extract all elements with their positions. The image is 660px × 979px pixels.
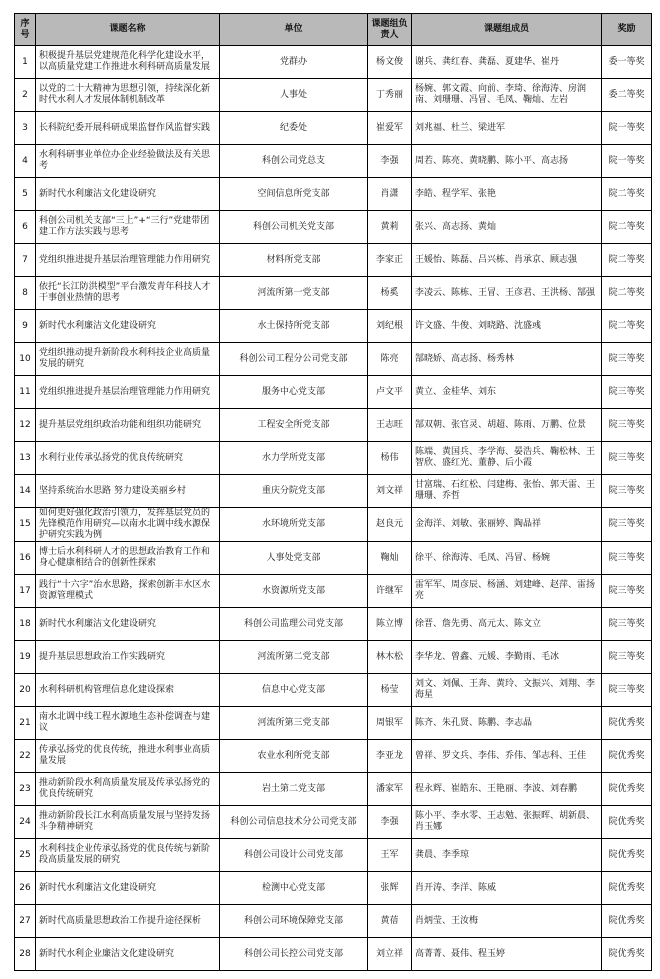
table-row	[15, 674, 652, 707]
cell-award: 院三等奖	[602, 442, 652, 475]
table-row	[15, 608, 652, 641]
cell-unit: 水环境所党支部	[220, 508, 368, 542]
cell-award: 院三等奖	[602, 475, 652, 508]
cell-leader: 李强	[368, 806, 412, 839]
cell-unit: 农业水利所党支部	[220, 740, 368, 773]
cell-members: 郜晓娇、高志扬、杨秀林	[412, 343, 602, 376]
cell-unit: 服务中心党支部	[220, 376, 368, 409]
cell-leader: 王志旺	[368, 409, 412, 442]
table-row	[15, 475, 652, 508]
cell-leader: 李亚龙	[368, 740, 412, 773]
cell-members: 周若、陈亮、黄晓鹏、陈小平、高志扬	[412, 145, 602, 178]
cell-members: 刘兆福、杜兰、梁进军	[412, 112, 602, 145]
cell-unit: 科创公司环境保障党支部	[220, 905, 368, 938]
cell-no: 17	[15, 575, 36, 608]
cell-members: 陈端、黄国兵、李学海、晏浩兵、鞠松林、王智欣、盛红光、董静、后小霞	[412, 442, 602, 475]
header-unit: 单位	[220, 14, 368, 46]
cell-members: 刘文、刘佩、王奔、黄玲、文振兴、刘翔、李海星	[412, 674, 602, 707]
table-row	[15, 773, 652, 806]
cell-unit: 人事处党支部	[220, 542, 368, 575]
cell-award: 院优秀奖	[602, 707, 652, 740]
cell-award: 院三等奖	[602, 542, 652, 575]
table-row	[15, 46, 652, 79]
table-row	[15, 211, 652, 244]
table-row	[15, 244, 652, 277]
table-row	[15, 112, 652, 145]
cell-members: 许文盛、牛俊、刘晓路、沈盛彧	[412, 310, 602, 343]
cell-leader: 杨文俊	[368, 46, 412, 79]
cell-title: 传承弘扬党的优良传统，推进水利事业高质量发展	[36, 740, 220, 773]
cell-title: 水利科研机构管理信息化建设探索	[36, 674, 220, 707]
cell-members: 李凌云、陈栋、王冒、王彦君、王洪杨、郜强	[412, 277, 602, 310]
cell-unit: 科创公司工程分公司党支部	[220, 343, 368, 376]
table-row	[15, 641, 652, 674]
cell-no: 10	[15, 343, 36, 376]
cell-leader: 杨奚	[368, 277, 412, 310]
table-row	[15, 542, 652, 575]
cell-award: 院二等奖	[602, 277, 652, 310]
cell-award: 院三等奖	[602, 641, 652, 674]
cell-unit: 河流所第一党支部	[220, 277, 368, 310]
cell-leader: 林木松	[368, 641, 412, 674]
cell-no: 24	[15, 806, 36, 839]
cell-title: 践行“十六字”治水思路，探索创新丰水区水资源管理模式	[36, 575, 220, 608]
cell-no: 20	[15, 674, 36, 707]
cell-award: 院二等奖	[602, 244, 652, 277]
cell-unit: 河流所第三党支部	[220, 707, 368, 740]
table-row	[15, 707, 652, 740]
cell-leader: 杨莹	[368, 674, 412, 707]
cell-title: 水利科技企业传承弘扬党的优良传统与新阶段高质量发展的研究	[36, 839, 220, 872]
cell-leader: 杨伟	[368, 442, 412, 475]
cell-award: 院一等奖	[602, 145, 652, 178]
cell-award: 院优秀奖	[602, 872, 652, 905]
cell-members: 郜双朝、张官灵、胡超、陈雨、万鹏、位景	[412, 409, 602, 442]
cell-award: 院三等奖	[602, 575, 652, 608]
cell-no: 9	[15, 310, 36, 343]
cell-members: 龚晨、李季琼	[412, 839, 602, 872]
table-row	[15, 905, 652, 938]
cell-title: 以党的二十大精神为思想引领，持续深化新时代水利人才发展体制机制改革	[36, 79, 220, 112]
cell-award: 院三等奖	[602, 409, 652, 442]
cell-members: 杨婉、郭文霞、向前、李琦、徐海涛、房润南、刘珊珊、冯冒、毛凤、鞠灿、左岩	[412, 79, 602, 112]
table-row	[15, 145, 652, 178]
cell-award: 院三等奖	[602, 376, 652, 409]
cell-leader: 王军	[368, 839, 412, 872]
cell-no: 27	[15, 905, 36, 938]
cell-leader: 卢文平	[368, 376, 412, 409]
cell-title: 水利科研事业单位办企业经验做法及有关思考	[36, 145, 220, 178]
cell-no: 4	[15, 145, 36, 178]
cell-leader: 刘纪根	[368, 310, 412, 343]
cell-leader: 崔爱军	[368, 112, 412, 145]
cell-award: 院优秀奖	[602, 938, 652, 971]
cell-no: 23	[15, 773, 36, 806]
header-title: 课题名称	[36, 14, 220, 46]
cell-members: 张兴、高志扬、黄灿	[412, 211, 602, 244]
cell-award: 院三等奖	[602, 508, 652, 542]
cell-no: 19	[15, 641, 36, 674]
cell-title: 新时代水利廉洁文化建设研究	[36, 608, 220, 641]
cell-no: 22	[15, 740, 36, 773]
cell-leader: 许继军	[368, 575, 412, 608]
cell-members: 金海洋、刘敏、张丽婷、陶晶祥	[412, 508, 602, 542]
cell-title: 新时代水利廉洁文化建设研究	[36, 178, 220, 211]
cell-leader: 陈亮	[368, 343, 412, 376]
cell-leader: 丁秀丽	[368, 79, 412, 112]
cell-award: 院二等奖	[602, 310, 652, 343]
cell-members: 王媛怡、陈磊、吕兴栋、肖承京、顾志强	[412, 244, 602, 277]
cell-unit: 水力学所党支部	[220, 442, 368, 475]
cell-unit: 党群办	[220, 46, 368, 79]
cell-title: 南水北调中线工程水源地生态补偿调查与建议	[36, 707, 220, 740]
cell-members: 陈齐、朱孔贤、陈鹏、李志晶	[412, 707, 602, 740]
cell-no: 12	[15, 409, 36, 442]
cell-title: 新时代高质量思想政治工作提升途径探析	[36, 905, 220, 938]
cell-leader: 黄莉	[368, 211, 412, 244]
cell-unit: 科创公司机关党支部	[220, 211, 368, 244]
cell-no: 21	[15, 707, 36, 740]
table-row	[15, 806, 652, 839]
cell-award: 院优秀奖	[602, 905, 652, 938]
cell-members: 李皓、程学军、张艳	[412, 178, 602, 211]
table-row	[15, 872, 652, 905]
cell-unit: 科创公司党总支	[220, 145, 368, 178]
table-row	[15, 839, 652, 872]
cell-no: 6	[15, 211, 36, 244]
cell-award: 委二等奖	[602, 79, 652, 112]
cell-members: 徐平、徐海涛、毛凤、冯冒、杨婉	[412, 542, 602, 575]
cell-award: 院二等奖	[602, 178, 652, 211]
cell-leader: 刘立祥	[368, 938, 412, 971]
award-table	[14, 13, 652, 971]
table-row	[15, 442, 652, 475]
cell-no: 13	[15, 442, 36, 475]
cell-title: 博士后水利科研人才的思想政治教育工作和身心健康相结合的创新性探索	[36, 542, 220, 575]
cell-leader: 周银军	[368, 707, 412, 740]
cell-unit: 岩土第二党支部	[220, 773, 368, 806]
cell-members: 程永辉、崔皓东、王艳丽、李波、刘春鹏	[412, 773, 602, 806]
cell-title: 新时代水利廉洁文化建设研究	[36, 310, 220, 343]
cell-no: 25	[15, 839, 36, 872]
cell-award: 院优秀奖	[602, 839, 652, 872]
table-row	[15, 376, 652, 409]
cell-title: 新时代水利企业廉洁文化建设研究	[36, 938, 220, 971]
cell-no: 28	[15, 938, 36, 971]
header-leader: 课题组负责人	[368, 14, 412, 46]
cell-award: 院优秀奖	[602, 806, 652, 839]
cell-award: 院一等奖	[602, 112, 652, 145]
cell-leader: 张辉	[368, 872, 412, 905]
cell-unit: 信息中心党支部	[220, 674, 368, 707]
cell-award: 院三等奖	[602, 608, 652, 641]
cell-members: 李华龙、曾鑫、元媛、李勤雨、毛冰	[412, 641, 602, 674]
cell-no: 1	[15, 46, 36, 79]
table-header-row	[15, 14, 652, 46]
cell-members: 肖炳莹、王汝梅	[412, 905, 602, 938]
cell-unit: 空间信息所党支部	[220, 178, 368, 211]
cell-title: 长科院纪委开展科研成果监督作风监督实践	[36, 112, 220, 145]
cell-members: 谢兵、龚红春、龚磊、夏建华、崔丹	[412, 46, 602, 79]
cell-title: 科创公司机关支部“三上”+“三行”党建带团建工作方法实践与思考	[36, 211, 220, 244]
cell-members: 高菁菁、聂伟、程玉婷	[412, 938, 602, 971]
cell-title: 积极提升基层党建规范化科学化建设水平，以高质量党建工作推进水利科研高质量发展	[36, 46, 220, 79]
cell-no: 2	[15, 79, 36, 112]
cell-members: 曾祥、罗文兵、李伟、乔伟、邹志科、王佳	[412, 740, 602, 773]
cell-award: 院三等奖	[602, 674, 652, 707]
table-row	[15, 178, 652, 211]
cell-no: 18	[15, 608, 36, 641]
cell-no: 8	[15, 277, 36, 310]
cell-leader: 李强	[368, 145, 412, 178]
cell-no: 3	[15, 112, 36, 145]
cell-unit: 水土保持所党支部	[220, 310, 368, 343]
cell-title: 推动新阶段水利高质量发展及传承弘扬党的优良传统研究	[36, 773, 220, 806]
cell-unit: 纪委处	[220, 112, 368, 145]
cell-no: 26	[15, 872, 36, 905]
header-no: 序号	[15, 14, 36, 46]
cell-leader: 刘文祥	[368, 475, 412, 508]
document-page	[14, 13, 651, 971]
cell-unit: 科创公司长控公司党支部	[220, 938, 368, 971]
cell-unit: 科创公司设计公司党支部	[220, 839, 368, 872]
table-row	[15, 343, 652, 376]
cell-title: 如何更好强化政治引领力，发挥基层党员的先锋模范作用研究—以南水北调中线水源保护研究实践为例	[36, 508, 220, 542]
cell-unit: 河流所第二党支部	[220, 641, 368, 674]
cell-award: 院优秀奖	[602, 773, 652, 806]
cell-unit: 科创公司监理公司党支部	[220, 608, 368, 641]
cell-members: 陈小平、李水零、王志勉、张振晖、胡新晨、肖玉娜	[412, 806, 602, 839]
table-row	[15, 575, 652, 608]
cell-unit: 材料所党支部	[220, 244, 368, 277]
cell-leader: 肖潇	[368, 178, 412, 211]
cell-no: 15	[15, 508, 36, 542]
cell-leader: 李家正	[368, 244, 412, 277]
cell-title: 新时代水利廉洁文化建设研究	[36, 872, 220, 905]
cell-unit: 工程安全所党支部	[220, 409, 368, 442]
cell-no: 7	[15, 244, 36, 277]
cell-leader: 潘家军	[368, 773, 412, 806]
table-row	[15, 740, 652, 773]
cell-unit: 检测中心党支部	[220, 872, 368, 905]
cell-no: 11	[15, 376, 36, 409]
table-row	[15, 938, 652, 971]
cell-leader: 鞠灿	[368, 542, 412, 575]
cell-no: 14	[15, 475, 36, 508]
cell-unit: 科创公司信息技术分公司党支部	[220, 806, 368, 839]
cell-title: 党组织推动提升新阶段水利科技企业高质量发展的研究	[36, 343, 220, 376]
header-members: 课题组成员	[412, 14, 602, 46]
cell-unit: 重庆分院党支部	[220, 475, 368, 508]
cell-members: 肖开涛、李洋、陈威	[412, 872, 602, 905]
cell-title: 依托“长江防洪模型”平台激发青年科技人才干事创业热情的思考	[36, 277, 220, 310]
cell-title: 提升基层党组织政治功能和组织功能研究	[36, 409, 220, 442]
header-award: 奖励	[602, 14, 652, 46]
cell-award: 院三等奖	[602, 343, 652, 376]
cell-no: 16	[15, 542, 36, 575]
cell-title: 提升基层思想政治工作实践研究	[36, 641, 220, 674]
cell-members: 雷军军、周彦辰、杨涵、刘建峰、赵萍、雷扬亮	[412, 575, 602, 608]
table-row	[15, 508, 652, 542]
table-row	[15, 409, 652, 442]
cell-members: 黄立、金桂华、刘东	[412, 376, 602, 409]
cell-no: 5	[15, 178, 36, 211]
cell-award: 院二等奖	[602, 211, 652, 244]
cell-members: 徐晋、詹先勇、高元太、陈文立	[412, 608, 602, 641]
cell-title: 推动新阶段长江水利高质量发展与坚持发扬斗争精神研究	[36, 806, 220, 839]
table-row	[15, 310, 652, 343]
cell-title: 党组织推进提升基层治理管理能力作用研究	[36, 244, 220, 277]
table-row	[15, 277, 652, 310]
cell-leader: 黄蓓	[368, 905, 412, 938]
cell-award: 院优秀奖	[602, 740, 652, 773]
table-body	[15, 46, 652, 971]
cell-leader: 陈立博	[368, 608, 412, 641]
cell-leader: 赵良元	[368, 508, 412, 542]
cell-award: 委一等奖	[602, 46, 652, 79]
table-row	[15, 79, 652, 112]
cell-unit: 人事处	[220, 79, 368, 112]
cell-members: 甘富瑞、石红松、闫建梅、张怡、郭天雷、王珊珊、乔哲	[412, 475, 602, 508]
cell-title: 党组织推进提升基层治理管理能力作用研究	[36, 376, 220, 409]
cell-title: 坚持系统治水思路 努力建设美丽乡村	[36, 475, 220, 508]
cell-title: 水利行业传承弘扬党的优良传统研究	[36, 442, 220, 475]
cell-unit: 水资源所党支部	[220, 575, 368, 608]
